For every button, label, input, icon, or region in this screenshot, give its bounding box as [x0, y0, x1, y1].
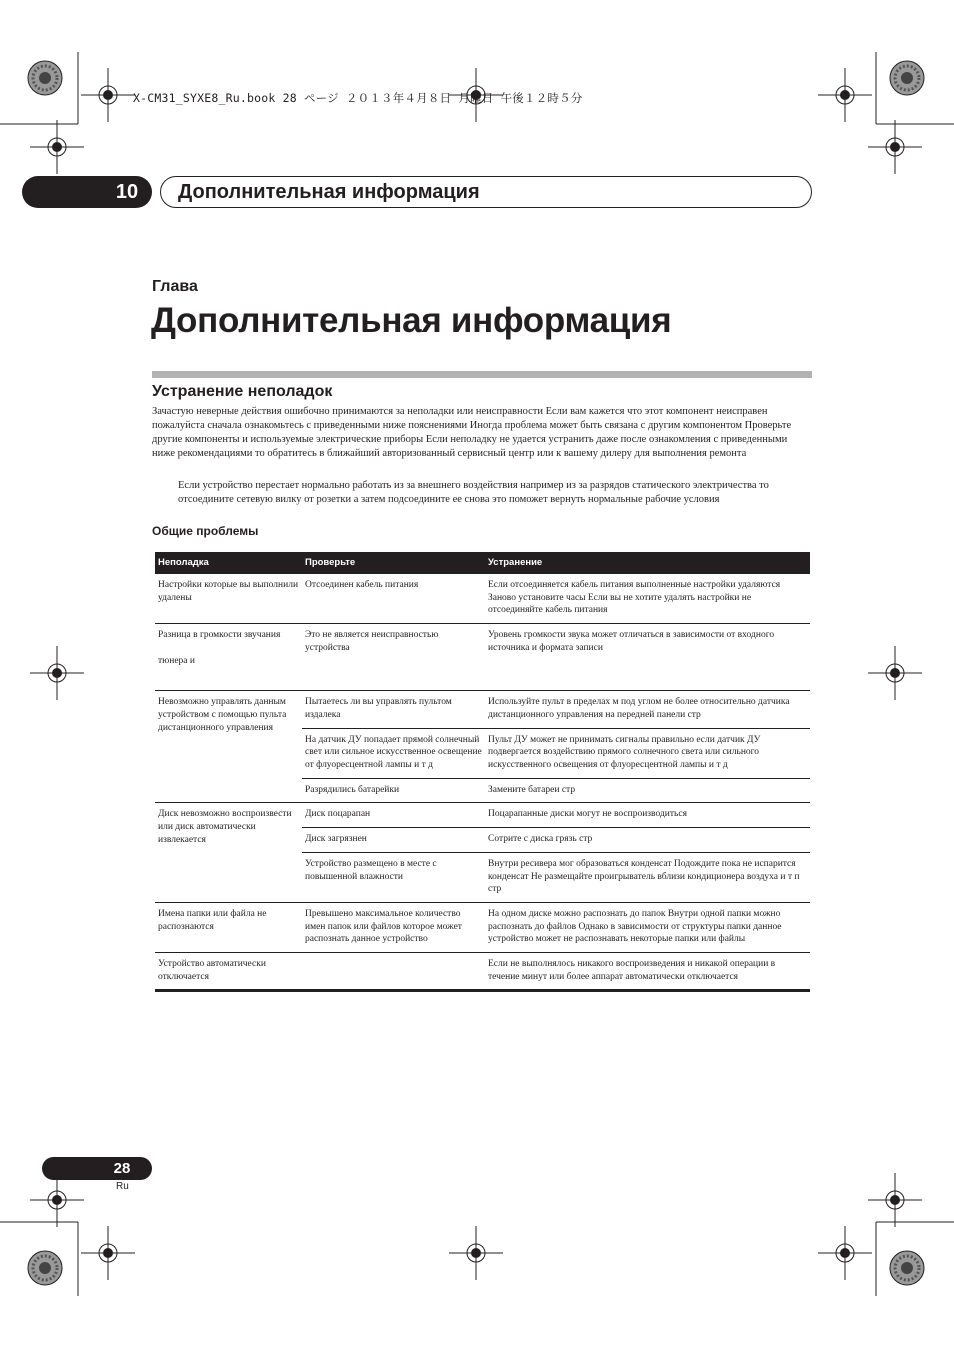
disc-mark-br — [890, 1251, 924, 1285]
header-check: Проверьте — [302, 552, 485, 574]
cell-check: На датчик ДУ попадает прямой солнечный свет или сильное искусственное освещение от флуоресцентной лампы и т д — [302, 728, 485, 778]
troubleshooting-table — [155, 552, 810, 992]
chapter-number: 10 — [115, 181, 139, 203]
cell-fix: Замените батареи стр — [485, 778, 810, 803]
cell-fix: Уровень громкости звука может отличаться в зависимости от входного источника и формата записи — [485, 624, 810, 691]
cell-check: Пытаетесь ли вы управлять пультом издалека — [302, 691, 485, 728]
cell-fix: Используйте пульт в пределах м под углом не более относительно датчика дистанционного управления на передней панели стр — [485, 691, 810, 728]
cell-problem: Настройки которые вы выполнили удалены — [155, 574, 302, 624]
page-language: Ru — [116, 1181, 129, 1192]
cell-check: Превышено максимальное количество имен папок или файлов которое может распознать данное устройство — [302, 902, 485, 952]
table-row — [155, 691, 810, 728]
disc-mark-bl — [28, 1251, 62, 1285]
cell-problem: Устройство автоматически отключается — [155, 953, 302, 991]
title-divider — [152, 371, 812, 378]
chapter-title: Дополнительная информация — [178, 181, 480, 203]
cell-problem: Диск невозможно воспроизвести или диск автоматически извлекается — [155, 803, 302, 903]
cell-check: Отсоединен кабель питания — [302, 574, 485, 624]
cell-fix: Если не выполнялось никакого воспроизведения и никакой операции в течение минут или более аппарат автоматически отключается — [485, 953, 810, 991]
cell-fix: Поцарапанные диски могут не воспроизводиться — [485, 803, 810, 828]
note-paragraph: Если устройство перестает нормально работать из за внешнего воздействия например из за разрядов статического электричества то отсоедините сетевую вилку от розетки а затем подсоедините ее снова это поможет вернуть нормальные рабочие условия — [178, 480, 769, 505]
cell-problem: Имена папки или файла не распознаются — [155, 902, 302, 952]
cell-problem: Разница в громкости звучания тюнера и — [155, 624, 302, 691]
header-fix: Устранение — [485, 552, 810, 574]
cell-problem: Невозможно управлять данным устройством с помощью пульта дистанционного управления — [155, 691, 302, 803]
table-row — [155, 574, 810, 624]
table-row — [155, 902, 810, 952]
cell-check: Устройство размещено в месте с повышенной влажности — [302, 852, 485, 902]
table-row — [155, 803, 810, 828]
table-row — [155, 624, 810, 691]
disc-mark-tl — [28, 61, 62, 95]
subsection-title: Общие проблемы — [152, 524, 259, 538]
cell-fix: Внутри ресивера мог образоваться конденсат Подождите пока не испарится конденсат Не размещайте проигрыватель вблизи кондиционера воздуха и т п стр — [485, 852, 810, 902]
section-title: Устранение неполадок — [152, 383, 333, 400]
chapter-label: Глава — [152, 278, 198, 295]
cell-fix: На одном диске можно распознать до папок Внутри одной папки можно распознать до файлов Однако в зависимости от структуры папки данное устройство может не распознавать некоторые папки или файлы — [485, 902, 810, 952]
cell-check — [302, 953, 485, 991]
cell-check: Разрядились батарейки — [302, 778, 485, 803]
cell-check: Это не является неисправностью устройства — [302, 624, 485, 691]
page-title: Дополнительная информация — [151, 301, 672, 340]
table-header-row — [155, 552, 810, 574]
print-header: X-CM31_SYXE8_Ru.book 28 ページ ２０１３年４月８日 月曜日 午後１２時５分 — [133, 91, 583, 105]
cell-fix: Если отсоединяется кабель питания выполненные настройки удаляются Заново установите часы Если вы не хотите удалять настройки не отсоединяйте кабель питания — [485, 574, 810, 624]
disc-mark-tr — [890, 61, 924, 95]
cell-fix: Сотрите с диска грязь стр — [485, 828, 810, 853]
table-row — [155, 953, 810, 991]
page-number: 28 — [113, 1160, 131, 1177]
cell-fix: Пульт ДУ может не принимать сигналы правильно если датчик ДУ подвергается воздействию прямого солнечного света или сильного искусственного освещения от флуоресцентной лампы и т д — [485, 728, 810, 778]
cell-check: Диск загрязнен — [302, 828, 485, 853]
cell-check: Диск поцарапан — [302, 803, 485, 828]
intro-paragraph: Зачастую неверные действия ошибочно принимаются за неполадки или неисправности Если вам кажется что этот компонент неисправен пожалуйста сначала ознакомьтесь с приведенными ниже пояснениями Иногда проблема может быть связана с другим компонентом Проверьте другие компоненты и используемые электрические приборы Если неполадку не удается устранить даже после ознакомления с приведенными ниже рекомендациями то обратитесь в ближайший авторизованный сервисный центр или к вашему дилеру для выполнения ремонта — [152, 406, 792, 459]
header-problem: Неполадка — [155, 552, 302, 574]
